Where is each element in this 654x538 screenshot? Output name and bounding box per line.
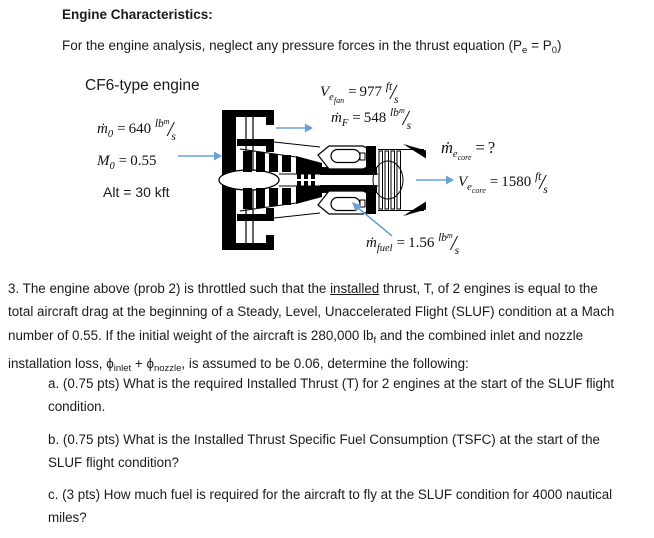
question-a: a. (0.75 pts) What is the required Installed Thrust (T) for 2 engines at the start of the SLUF flight condition. bbox=[48, 376, 615, 415]
problem-statement bbox=[8, 277, 614, 381]
spinner-cone bbox=[219, 170, 279, 190]
fan-frame-hook-top bbox=[266, 117, 274, 125]
altitude-label: Alt = 30 kft bbox=[103, 184, 170, 200]
problem-line: number of 0.55. If the initial weight of the aircraft is 280,000 $lb_f$ and the combined inlet and nozzle bbox=[8, 327, 584, 346]
turbine-inlet-bars bbox=[366, 146, 376, 214]
mach-label: $M_0 = 0.55$ bbox=[97, 153, 157, 172]
problem-line: total aircraft drag at the beginning of a Steady, Level, Unaccelerated Flight (SLUF) condition at a Mach bbox=[8, 304, 615, 320]
engine-type-label: CF6-type engine bbox=[85, 77, 200, 94]
mdot-ecore-label: ṁ$_{ecore}$= ? bbox=[441, 138, 496, 162]
page-title: Engine Characteristics: bbox=[62, 7, 213, 22]
question-b: b. (0.75 pts) What is the Installed Thrust Specific Fuel Consumption (TSFC) at the start of the SLUF flight condition? bbox=[48, 432, 600, 471]
v-ecore-label: $V_{ecore}= 1580$ $^{ft}$/ $_s$ bbox=[458, 170, 548, 196]
v-efan-label: $V_{efan}= 977$ $^{ft}$/ $_s$ bbox=[320, 80, 399, 106]
mdot-fan-label: ṁ$_F$ = 548 $^{lb^m}$/ $_s$ bbox=[331, 106, 411, 132]
intro-sentence: For the engine analysis, neglect any pressure forces in the thrust equation $(P_e = P_0)$ bbox=[62, 38, 562, 56]
core-casing bbox=[320, 167, 377, 193]
question-c: c. (3 pts) How much fuel is required for the aircraft to fly at the SLUF condition for 4000 nautical miles? bbox=[48, 487, 613, 526]
problem-line: 3. The engine above (prob 2) is throttled such that the installed thrust, T, of 2 engines is equal to the bbox=[8, 281, 598, 296]
mdot0-label: ṁ$_0$ = 640 $^{lb^m}$/ $_s$ bbox=[97, 117, 176, 143]
fan-frame-hook-bottom bbox=[266, 235, 274, 243]
hp-compressor bbox=[296, 156, 322, 204]
mdot-fuel-label: ṁ$_{fuel}$ = 1.56 $^{lb^m}$/ $_s$ bbox=[366, 231, 459, 257]
turbine-stages bbox=[379, 151, 401, 209]
problem-line: installation loss, $\phi_{inlet} + \phi_{nozzle}$, is assumed to be 0.06, determine the following: bbox=[8, 356, 469, 375]
combustor-liners bbox=[331, 150, 365, 211]
